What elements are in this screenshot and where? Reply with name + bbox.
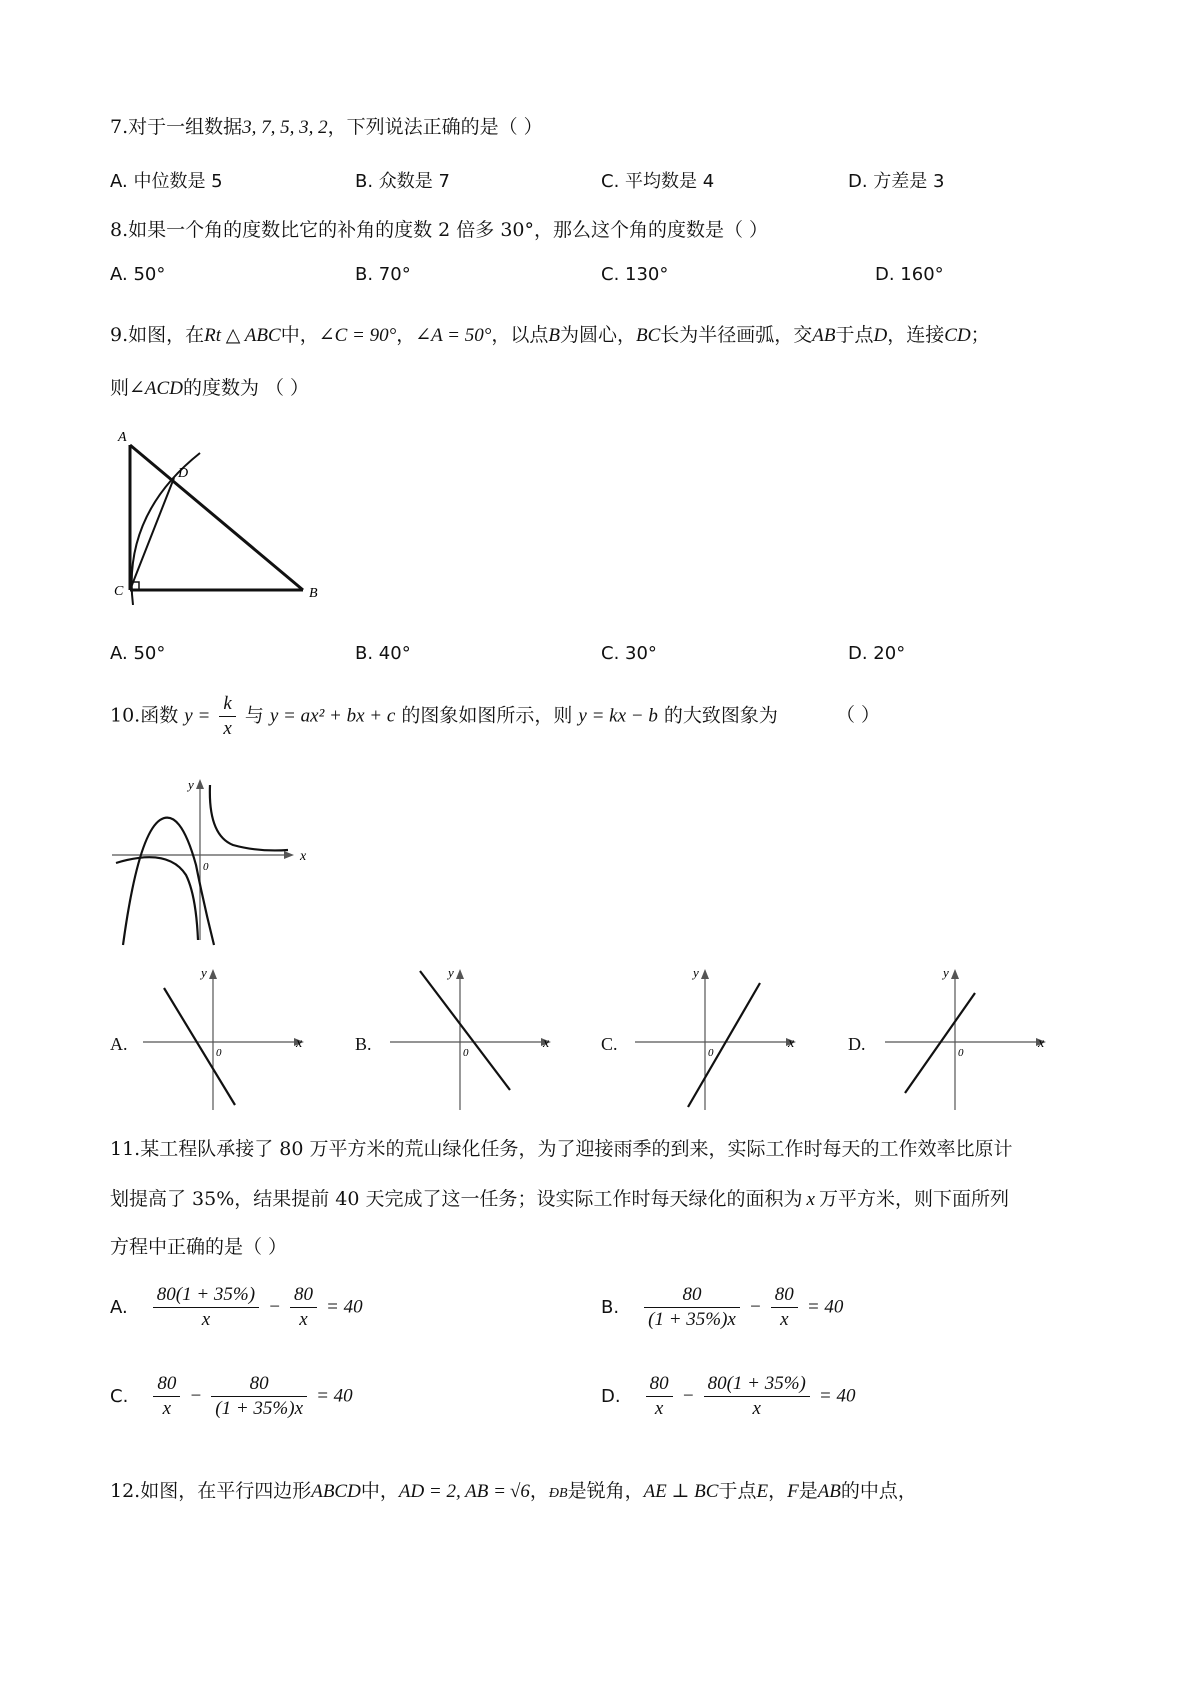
- q9-angle-c: ∠C = 90°: [318, 325, 397, 346]
- q9-text: 为圆心，: [559, 324, 636, 346]
- q10-given-origin: 0: [203, 861, 209, 873]
- q12-point-e: E: [756, 1481, 769, 1502]
- q10-text: 10.函数: [110, 704, 179, 727]
- q12-text: 中，: [360, 1480, 399, 1502]
- q9-angle-acd: ∠ACD: [129, 378, 183, 399]
- question-11-line3: 方程中正确的是（ ）: [110, 1236, 288, 1258]
- q12-perpendicular: AE ⊥ BC: [643, 1481, 719, 1502]
- q11-d-f2-num: 80(1 + 35%): [704, 1372, 810, 1397]
- q11-var: x: [806, 1189, 815, 1210]
- q7-stem: 7.对于一组数据: [110, 116, 243, 138]
- q11-a-f1-num: 80(1 + 35%): [153, 1283, 259, 1308]
- q10-c-origin: 0: [708, 1047, 714, 1059]
- q11-c-fraction-1: [153, 1372, 180, 1421]
- q10-y: y =: [184, 705, 211, 727]
- q11-d-fraction-1: [646, 1372, 673, 1421]
- q9-text: ；: [970, 324, 990, 346]
- q8-option-a[interactable]: A. 50°: [110, 264, 166, 285]
- q9-text: 长为半径画弧，交: [660, 324, 813, 346]
- q12-text: 12.如图，在平行四边形: [110, 1480, 312, 1502]
- q9-text: ，连接: [887, 324, 945, 346]
- q11-a-f1-den: x: [201, 1308, 211, 1330]
- q12-text: 是: [798, 1480, 818, 1502]
- q8-option-b[interactable]: B. 70°: [355, 264, 411, 285]
- q7-stem-end: ，下列说法正确的是（ ）: [327, 116, 543, 138]
- q11-a-fraction-1: [153, 1283, 259, 1332]
- q10-d-y-label: y: [943, 965, 949, 980]
- q12-segment-ab: AB: [817, 1481, 841, 1502]
- q11-b-rhs: = 40: [806, 1296, 844, 1318]
- q10-b-origin: 0: [463, 1047, 469, 1059]
- q10-c-x-label: x: [788, 1036, 795, 1051]
- q9-text: 于点: [835, 324, 874, 346]
- q10-option-c-graph[interactable]: [630, 965, 800, 1120]
- q10-b-x-label: x: [543, 1036, 550, 1051]
- q11-a-fraction-2: [290, 1283, 317, 1332]
- q11-option-a[interactable]: [110, 1283, 363, 1332]
- q11-d-fraction-2: [704, 1372, 810, 1421]
- q11-a-f2-num: 80: [290, 1283, 317, 1308]
- q9-point-d: D: [873, 325, 888, 346]
- q9-point-b: B: [548, 325, 560, 346]
- q10-b-y-label: y: [448, 965, 454, 980]
- q7-option-d[interactable]: D. 方差是 3: [848, 171, 945, 192]
- q10-x: x: [223, 717, 232, 739]
- q12-text: ，: [768, 1480, 788, 1502]
- q12-sqrt6: √6: [509, 1481, 530, 1502]
- q8-option-d[interactable]: D. 160°: [875, 264, 944, 285]
- q9-text: 中，: [280, 324, 319, 346]
- q11-b-f2-num: 80: [771, 1283, 798, 1308]
- q8-option-c[interactable]: C. 130°: [601, 264, 669, 285]
- q12-angle-b: ÐB: [548, 1486, 568, 1501]
- q12-text: 是锐角，: [567, 1480, 644, 1502]
- q12-text: 的中点，: [840, 1480, 917, 1502]
- q9-segment-bc: BC: [635, 325, 661, 346]
- q9-segment-ab: AB: [812, 325, 836, 346]
- q11-b-f2-den: x: [780, 1308, 789, 1330]
- q9-option-a[interactable]: A. 50°: [110, 643, 166, 664]
- q10-option-a-graph[interactable]: [138, 965, 308, 1120]
- question-7: [110, 112, 543, 139]
- question-10: [110, 692, 880, 741]
- q10-parabola: y = ax² + bx + c: [269, 705, 396, 727]
- q7-option-c[interactable]: C. 平均数是 4: [601, 171, 715, 192]
- q11-option-b-label: B.: [601, 1296, 620, 1318]
- q11-b-f1-den: (1 + 35%)x: [648, 1308, 736, 1330]
- q7-option-b[interactable]: B. 众数是 7: [355, 171, 450, 192]
- q10-c-y-label: y: [693, 965, 699, 980]
- q11-text: 划提高了 35%，结果提前 40 天完成了这一任务；设实际工作时每天绿化的面积为: [110, 1188, 803, 1210]
- q11-b-f1-num: 80: [644, 1283, 740, 1308]
- q9-option-c[interactable]: C. 30°: [601, 643, 657, 664]
- q11-b-fraction-1: [644, 1283, 740, 1332]
- q9-label-b: B: [309, 586, 318, 601]
- q10-option-b-label[interactable]: B.: [355, 1034, 372, 1054]
- q9-option-b[interactable]: B. 40°: [355, 643, 411, 664]
- q11-a-op: −: [268, 1296, 281, 1318]
- q9-option-d[interactable]: D. 20°: [848, 643, 906, 664]
- q9-text: 9.如图，在: [110, 324, 205, 346]
- q10-given-y-label: y: [188, 777, 194, 792]
- question-9-line2: [110, 373, 309, 400]
- q11-b-op: −: [748, 1296, 762, 1318]
- q9-triangle-figure: [110, 425, 330, 610]
- q11-c-f2-den: (1 + 35%)x: [215, 1397, 304, 1419]
- q9-angle-a: ∠A = 50°: [415, 325, 492, 346]
- q11-c-rhs: = 40: [316, 1385, 353, 1407]
- q10-text: 与: [244, 704, 264, 727]
- q10-a-y-label: y: [201, 965, 207, 980]
- q11-d-f1-num: 80: [646, 1372, 673, 1397]
- question-11-line1: 11.某工程队承接了 80 万平方米的荒山绿化任务，为了迎接雨季的到来，实际工作时每天的工作效率比原计: [110, 1138, 1013, 1160]
- q12-text: ，: [529, 1480, 549, 1502]
- q9-label-c: C: [114, 584, 124, 599]
- q10-given-graph: [108, 775, 328, 955]
- question-8: 8.如果一个角的度数比它的补角的度数 2 倍多 30°，那么这个角的度数是（ ）: [110, 219, 769, 241]
- q10-option-d-graph[interactable]: [880, 965, 1050, 1120]
- q9-triangle: Rt △ ABC: [204, 325, 281, 346]
- q12-lengths: AD = 2, AB =: [398, 1481, 506, 1502]
- q11-c-f1-num: 80: [153, 1372, 180, 1397]
- q10-a-x-label: x: [296, 1036, 303, 1051]
- q11-c-fraction-2: [211, 1372, 307, 1421]
- q9-segment-cd: CD: [944, 325, 971, 346]
- q11-d-op: −: [681, 1385, 695, 1407]
- question-12: [110, 1476, 917, 1503]
- q11-c-f2-num: 80: [211, 1372, 307, 1397]
- q7-option-a[interactable]: A. 中位数是 5: [110, 171, 223, 192]
- q11-option-c-label: C.: [110, 1385, 129, 1407]
- q11-b-fraction-2: [771, 1283, 798, 1332]
- q10-paren: （ ）: [835, 704, 880, 727]
- question-9: [110, 320, 990, 347]
- q11-text: 万平方米，则下面所列: [818, 1188, 1009, 1210]
- q10-option-b-graph[interactable]: [385, 965, 555, 1120]
- q11-c-f1-den: x: [162, 1397, 172, 1419]
- q11-d-rhs: = 40: [818, 1385, 856, 1407]
- q10-text: 的图象如图所示，则: [401, 704, 573, 727]
- q9-text: ，以点: [491, 324, 549, 346]
- q11-a-f2-den: x: [299, 1308, 308, 1330]
- q9-label-d: D: [178, 466, 189, 481]
- q10-a-origin: 0: [216, 1047, 222, 1059]
- q12-text: 于点: [718, 1480, 757, 1502]
- q9-text: 则: [110, 377, 130, 399]
- q11-option-d[interactable]: [601, 1372, 856, 1421]
- q9-text: ，: [396, 324, 416, 346]
- q11-d-f2-den: x: [752, 1397, 761, 1419]
- q10-text: 的大致图象为: [663, 704, 778, 727]
- q11-option-d-label: D.: [601, 1385, 621, 1407]
- q12-point-f: F: [787, 1481, 799, 1502]
- question-11-line2: [110, 1184, 1009, 1211]
- q11-option-a-label: A.: [110, 1296, 128, 1318]
- q10-option-d-label[interactable]: D.: [848, 1034, 866, 1054]
- q11-c-op: −: [189, 1385, 203, 1407]
- q10-given-x-label: x: [300, 849, 307, 864]
- q9-label-a: A: [118, 430, 127, 445]
- q11-a-rhs: = 40: [326, 1296, 363, 1318]
- q9-text: 的度数为 （ ）: [182, 377, 310, 399]
- q10-option-a-label[interactable]: A.: [110, 1034, 128, 1054]
- q11-option-c[interactable]: [110, 1372, 353, 1421]
- q12-parallelogram: ABCD: [311, 1481, 361, 1502]
- q10-fraction-k-over-x: [219, 692, 235, 741]
- q10-line: y = kx − b: [578, 705, 658, 727]
- q10-d-origin: 0: [958, 1047, 964, 1059]
- q11-d-f1-den: x: [654, 1397, 664, 1419]
- q10-k: k: [219, 692, 235, 717]
- q7-data: 3, 7, 5, 3, 2: [242, 117, 328, 138]
- q10-option-c-label[interactable]: C.: [601, 1034, 618, 1054]
- q11-option-b[interactable]: [601, 1283, 843, 1332]
- q10-d-x-label: x: [1038, 1036, 1045, 1051]
